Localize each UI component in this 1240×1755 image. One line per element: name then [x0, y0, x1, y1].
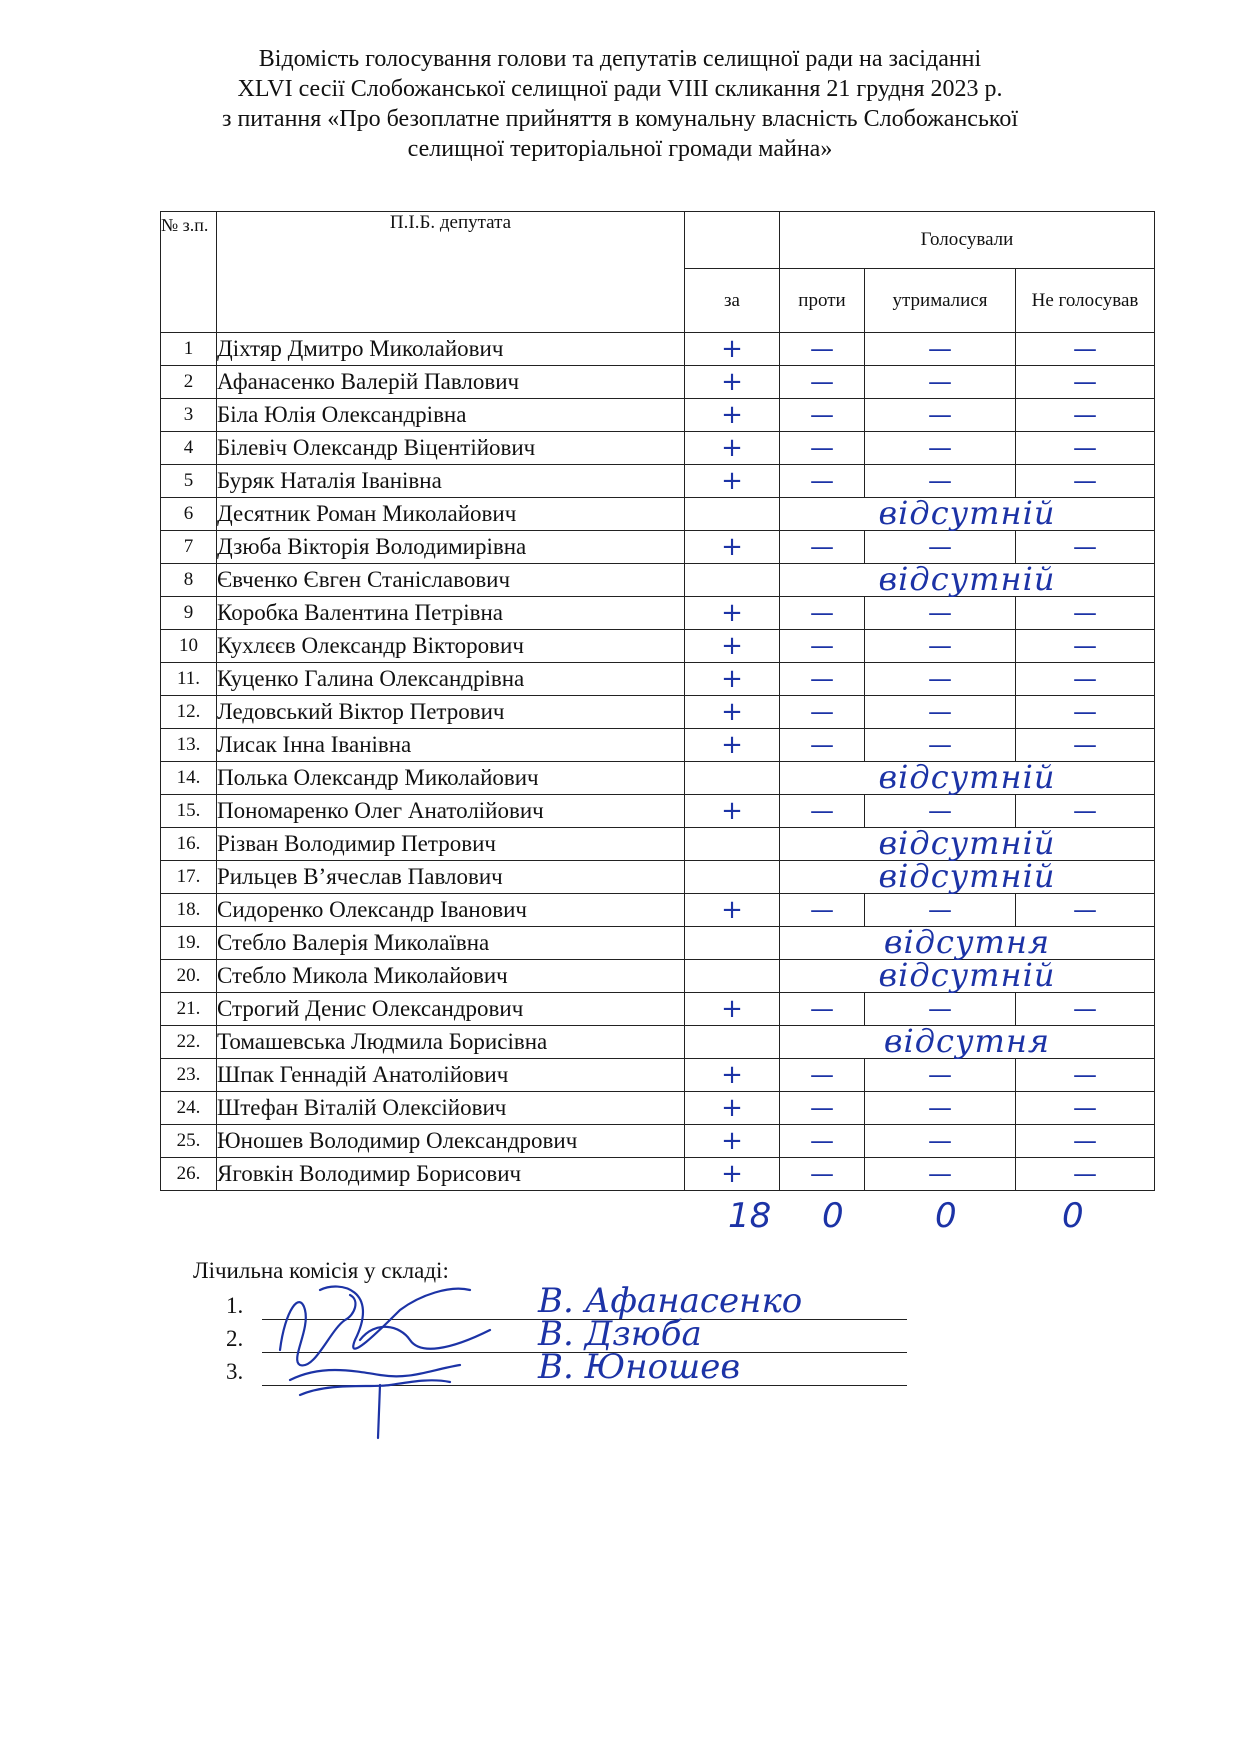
vote-against-mark: — — [810, 698, 834, 726]
vote-against-cell — [780, 1092, 865, 1125]
vote-not-voted-mark: — — [1073, 599, 1097, 627]
row-number: 11. — [161, 663, 217, 696]
total-for: 18 — [728, 1196, 772, 1236]
vote-for-cell — [685, 333, 780, 366]
vote-against-cell — [780, 399, 865, 432]
handwritten-signatures — [260, 1270, 550, 1440]
vote-abstained-cell — [865, 432, 1016, 465]
deputy-name: Томашевська Людмила Борисівна — [217, 1026, 685, 1059]
header-abstained: утрималися — [865, 269, 1016, 333]
table-row — [161, 630, 1155, 663]
header-voted-group: Голосували — [780, 212, 1155, 269]
vote-for-cell — [685, 531, 780, 564]
vote-against-mark: — — [810, 401, 834, 429]
vote-for-mark: + — [721, 366, 743, 397]
vote-against-mark: — — [810, 1094, 834, 1122]
vote-for-cell — [685, 927, 780, 960]
deputy-name: Яговкін Володимир Борисович — [217, 1158, 685, 1191]
vote-for-cell — [685, 894, 780, 927]
vote-abstained-mark: — — [928, 797, 952, 825]
deputy-name: Рильцев В’ячеслав Павлович — [217, 861, 685, 894]
vote-not-voted-mark: — — [1073, 1061, 1097, 1089]
table-row — [161, 729, 1155, 762]
vote-against-mark: — — [810, 632, 834, 660]
absent-note: відсутній — [878, 857, 1056, 895]
deputy-name: Буряк Наталія Іванівна — [217, 465, 685, 498]
vote-abstained-cell — [865, 597, 1016, 630]
vote-abstained-mark: — — [928, 1094, 952, 1122]
vote-for-cell — [685, 960, 780, 993]
table-row — [161, 1026, 1155, 1059]
vote-against-mark: — — [810, 1061, 834, 1089]
absent-cell — [780, 857, 1155, 895]
row-number: 5 — [161, 465, 217, 498]
vote-for-cell — [685, 432, 780, 465]
vote-abstained-cell — [865, 696, 1016, 729]
vote-against-cell — [780, 432, 865, 465]
vote-not-voted-mark: — — [1073, 896, 1097, 924]
signature-stroke — [320, 1287, 470, 1349]
vote-not-voted-mark: — — [1073, 434, 1097, 462]
member-number: 2. — [226, 1326, 244, 1351]
vote-not-voted-cell — [1016, 465, 1155, 498]
vote-for-mark: + — [721, 795, 743, 826]
vote-for-cell — [685, 993, 780, 1026]
voting-rows — [161, 333, 1155, 1191]
vote-for-cell — [685, 663, 780, 696]
vote-not-voted-cell — [1016, 531, 1155, 564]
vote-against-mark: — — [810, 467, 834, 495]
row-number: 4 — [161, 432, 217, 465]
vote-against-cell — [780, 1158, 865, 1191]
vote-for-cell — [685, 399, 780, 432]
vote-for-cell — [685, 861, 780, 894]
vote-for-mark: + — [721, 1092, 743, 1123]
vote-abstained-cell — [865, 333, 1016, 366]
vote-against-mark: — — [810, 995, 834, 1023]
vote-for-mark: + — [721, 333, 743, 364]
deputy-name: Стебло Микола Миколайович — [217, 960, 685, 993]
deputy-name: Біла Юлія Олександрівна — [217, 399, 685, 432]
vote-abstained-cell — [865, 1158, 1016, 1191]
row-number: 8 — [161, 564, 217, 597]
vote-not-voted-cell — [1016, 663, 1155, 696]
vote-for-mark: + — [721, 399, 743, 430]
member-number: 3. — [226, 1359, 244, 1384]
vote-against-cell — [780, 465, 865, 498]
table-row — [161, 564, 1155, 597]
vote-abstained-mark: — — [928, 599, 952, 627]
title-line-1: Відомість голосування голови та депутатів селищної ради на засіданні — [258, 46, 982, 72]
signature-stroke — [378, 1385, 380, 1438]
vote-abstained-mark: — — [928, 1127, 952, 1155]
vote-abstained-mark: — — [928, 368, 952, 396]
header-against: проти — [780, 269, 865, 333]
vote-against-cell — [780, 597, 865, 630]
vote-not-voted-cell — [1016, 696, 1155, 729]
row-number: 12. — [161, 696, 217, 729]
vote-against-cell — [780, 696, 865, 729]
vote-abstained-mark: — — [928, 335, 952, 363]
vote-abstained-mark: — — [928, 533, 952, 561]
deputy-name: Різван Володимир Петрович — [217, 828, 685, 861]
title-line-3: з питання «Про безоплатне прийняття в комунальну власність Слобожанської — [221, 106, 1019, 132]
vote-for-mark: + — [721, 1158, 743, 1189]
signature-stroke — [300, 1380, 450, 1395]
vote-against-mark: — — [810, 1160, 834, 1188]
vote-not-voted-mark: — — [1073, 335, 1097, 363]
table-row — [161, 861, 1155, 894]
table-row — [161, 399, 1155, 432]
total-abstained: 0 — [935, 1196, 957, 1236]
total-not-voted: 0 — [1062, 1196, 1084, 1236]
deputy-name: Дзюба Вікторія Володимирівна — [217, 531, 685, 564]
vote-not-voted-mark: — — [1073, 698, 1097, 726]
table-row — [161, 366, 1155, 399]
row-number: 13. — [161, 729, 217, 762]
vote-against-mark: — — [810, 434, 834, 462]
header-for: за — [685, 269, 780, 333]
vote-not-voted-cell — [1016, 333, 1155, 366]
table-row — [161, 1092, 1155, 1125]
vote-against-mark: — — [810, 599, 834, 627]
row-number: 9 — [161, 597, 217, 630]
vote-against-mark: — — [810, 533, 834, 561]
vote-against-cell — [780, 795, 865, 828]
vote-for-mark: + — [721, 597, 743, 628]
deputy-name: Діхтяр Дмитро Миколайович — [217, 333, 685, 366]
table-row — [161, 993, 1155, 1026]
table-row — [161, 597, 1155, 630]
table-row — [161, 432, 1155, 465]
vote-against-mark: — — [810, 335, 834, 363]
table-row — [161, 696, 1155, 729]
absent-note: відсутня — [883, 1022, 1051, 1060]
vote-abstained-cell — [865, 399, 1016, 432]
vote-abstained-cell — [865, 1125, 1016, 1158]
deputy-name: Євченко Євген Станіславович — [217, 564, 685, 597]
member-name: В. Афанасенко — [538, 1281, 803, 1321]
vote-abstained-cell — [865, 993, 1016, 1026]
header-not-voted: Не голосував — [1016, 269, 1155, 333]
vote-for-mark: + — [721, 696, 743, 727]
total-against: 0 — [822, 1196, 844, 1236]
signature-stroke — [280, 1295, 355, 1365]
header-name: П.І.Б. депутата — [217, 212, 685, 333]
vote-for-mark: + — [721, 894, 743, 925]
table-row — [161, 1125, 1155, 1158]
table-row — [161, 927, 1155, 960]
absent-cell — [780, 1022, 1155, 1060]
vote-not-voted-cell — [1016, 795, 1155, 828]
vote-abstained-mark: — — [928, 995, 952, 1023]
vote-abstained-mark: — — [928, 665, 952, 693]
vote-abstained-cell — [865, 531, 1016, 564]
table-row — [161, 894, 1155, 927]
vote-against-cell — [780, 531, 865, 564]
absent-cell — [780, 494, 1155, 532]
member-name: В. Дзюба — [538, 1314, 702, 1354]
row-number: 18. — [161, 894, 217, 927]
table-row — [161, 795, 1155, 828]
header-blank — [685, 212, 780, 269]
vote-not-voted-mark: — — [1073, 632, 1097, 660]
vote-not-voted-mark: — — [1073, 1127, 1097, 1155]
totals-row — [0, 1196, 1240, 1246]
vote-not-voted-mark: — — [1073, 665, 1097, 693]
deputy-name: Афанасенко Валерій Павлович — [217, 366, 685, 399]
vote-for-cell — [685, 729, 780, 762]
deputy-name: Полька Олександр Миколайович — [217, 762, 685, 795]
vote-against-cell — [780, 894, 865, 927]
signature-stroke — [290, 1365, 460, 1380]
vote-not-voted-cell — [1016, 729, 1155, 762]
vote-abstained-mark: — — [928, 434, 952, 462]
vote-against-cell — [780, 993, 865, 1026]
vote-against-cell — [780, 630, 865, 663]
vote-for-cell — [685, 1026, 780, 1059]
table-row — [161, 663, 1155, 696]
vote-abstained-mark: — — [928, 896, 952, 924]
title-line-4: селищної територіальної громади майна» — [407, 136, 833, 162]
vote-not-voted-cell — [1016, 366, 1155, 399]
vote-not-voted-mark: — — [1073, 731, 1097, 759]
vote-for-mark: + — [721, 729, 743, 760]
vote-not-voted-cell — [1016, 894, 1155, 927]
deputy-name: Білевіч Олександр Віцентійович — [217, 432, 685, 465]
deputy-name: Пономаренко Олег Анатолійович — [217, 795, 685, 828]
absent-cell — [780, 560, 1155, 598]
vote-abstained-mark: — — [928, 467, 952, 495]
row-number: 26. — [161, 1158, 217, 1191]
vote-not-voted-cell — [1016, 432, 1155, 465]
table-row — [161, 960, 1155, 993]
vote-against-cell — [780, 1125, 865, 1158]
vote-abstained-mark: — — [928, 1061, 952, 1089]
row-number: 20. — [161, 960, 217, 993]
vote-against-mark: — — [810, 731, 834, 759]
voting-table — [160, 211, 1155, 1191]
vote-for-cell — [685, 1092, 780, 1125]
document-title — [120, 44, 1120, 164]
header-number: № з.п. — [161, 212, 217, 333]
vote-for-mark: + — [721, 1125, 743, 1156]
vote-for-cell — [685, 630, 780, 663]
vote-not-voted-mark: — — [1073, 401, 1097, 429]
vote-abstained-cell — [865, 1092, 1016, 1125]
absent-cell — [780, 923, 1155, 961]
vote-abstained-mark: — — [928, 401, 952, 429]
absent-note: відсутній — [878, 824, 1056, 862]
deputy-name: Штефан Віталій Олексійович — [217, 1092, 685, 1125]
vote-abstained-cell — [865, 795, 1016, 828]
vote-not-voted-mark: — — [1073, 1160, 1097, 1188]
vote-for-cell — [685, 1158, 780, 1191]
vote-not-voted-mark: — — [1073, 533, 1097, 561]
vote-against-mark: — — [810, 368, 834, 396]
deputy-name: Юношев Володимир Олександрович — [217, 1125, 685, 1158]
absent-cell — [780, 824, 1155, 862]
vote-not-voted-mark: — — [1073, 1094, 1097, 1122]
absent-note: відсутній — [878, 494, 1056, 532]
deputy-name: Сидоренко Олександр Іванович — [217, 894, 685, 927]
vote-against-mark: — — [810, 1127, 834, 1155]
table-row — [161, 828, 1155, 861]
vote-for-mark: + — [721, 1059, 743, 1090]
vote-abstained-mark: — — [928, 1160, 952, 1188]
table-row — [161, 465, 1155, 498]
vote-not-voted-mark: — — [1073, 467, 1097, 495]
member-name: В. Юношев — [538, 1347, 741, 1387]
vote-abstained-cell — [865, 729, 1016, 762]
vote-for-mark: + — [721, 465, 743, 496]
vote-abstained-cell — [865, 366, 1016, 399]
row-number: 16. — [161, 828, 217, 861]
vote-for-cell — [685, 465, 780, 498]
table-row — [161, 1059, 1155, 1092]
vote-for-mark: + — [721, 630, 743, 661]
absent-cell — [780, 956, 1155, 994]
deputy-name: Стебло Валерія Миколаївна — [217, 927, 685, 960]
table-row — [161, 498, 1155, 531]
table-row — [161, 1158, 1155, 1191]
member-number: 1. — [226, 1293, 244, 1318]
vote-abstained-mark: — — [928, 698, 952, 726]
commission-member-1 — [226, 1281, 803, 1321]
row-number: 2 — [161, 366, 217, 399]
absent-note: відсутній — [878, 560, 1056, 598]
row-number: 10 — [161, 630, 217, 663]
row-number: 21. — [161, 993, 217, 1026]
vote-against-cell — [780, 663, 865, 696]
vote-not-voted-cell — [1016, 1158, 1155, 1191]
vote-for-cell — [685, 828, 780, 861]
deputy-name: Десятник Роман Миколайович — [217, 498, 685, 531]
row-number: 7 — [161, 531, 217, 564]
vote-not-voted-cell — [1016, 1059, 1155, 1092]
absent-note: відсутній — [878, 956, 1056, 994]
vote-for-cell — [685, 795, 780, 828]
deputy-name: Строгий Денис Олександрович — [217, 993, 685, 1026]
row-number: 3 — [161, 399, 217, 432]
vote-not-voted-cell — [1016, 597, 1155, 630]
vote-abstained-cell — [865, 663, 1016, 696]
vote-not-voted-mark: — — [1073, 995, 1097, 1023]
vote-not-voted-cell — [1016, 1125, 1155, 1158]
vote-not-voted-cell — [1016, 993, 1155, 1026]
row-number: 19. — [161, 927, 217, 960]
vote-abstained-mark: — — [928, 731, 952, 759]
deputy-name: Кухлєєв Олександр Вікторович — [217, 630, 685, 663]
vote-abstained-cell — [865, 894, 1016, 927]
vote-against-cell — [780, 1059, 865, 1092]
absent-note: відсутній — [878, 758, 1056, 796]
vote-against-mark: — — [810, 896, 834, 924]
table-row — [161, 762, 1155, 795]
row-number: 24. — [161, 1092, 217, 1125]
vote-for-mark: + — [721, 432, 743, 463]
vote-not-voted-cell — [1016, 630, 1155, 663]
vote-against-mark: — — [810, 797, 834, 825]
vote-not-voted-mark: — — [1073, 797, 1097, 825]
vote-against-cell — [780, 729, 865, 762]
vote-not-voted-mark: — — [1073, 368, 1097, 396]
row-number: 23. — [161, 1059, 217, 1092]
row-number: 17. — [161, 861, 217, 894]
vote-for-cell — [685, 498, 780, 531]
commission-member-3 — [226, 1347, 741, 1387]
deputy-name: Ледовський Віктор Петрович — [217, 696, 685, 729]
vote-against-cell — [780, 366, 865, 399]
vote-for-cell — [685, 762, 780, 795]
title-line-2: XLVI сесії Слобожанської селищної ради VIII скликання 21 грудня 2023 р. — [237, 76, 1003, 102]
vote-for-mark: + — [721, 531, 743, 562]
vote-for-mark: + — [721, 993, 743, 1024]
row-number: 15. — [161, 795, 217, 828]
vote-abstained-cell — [865, 630, 1016, 663]
vote-for-cell — [685, 696, 780, 729]
absent-cell — [780, 758, 1155, 796]
vote-abstained-mark: — — [928, 632, 952, 660]
vote-not-voted-cell — [1016, 399, 1155, 432]
row-number: 22. — [161, 1026, 217, 1059]
vote-for-cell — [685, 1059, 780, 1092]
vote-against-mark: — — [810, 665, 834, 693]
vote-for-cell — [685, 564, 780, 597]
row-number: 25. — [161, 1125, 217, 1158]
table-row — [161, 531, 1155, 564]
commission-heading: Лічильна комісія у складі: — [193, 1258, 449, 1283]
absent-note: відсутня — [883, 923, 1051, 961]
vote-abstained-cell — [865, 465, 1016, 498]
vote-for-cell — [685, 597, 780, 630]
vote-for-cell — [685, 1125, 780, 1158]
commission-member-2 — [226, 1314, 702, 1354]
row-number: 14. — [161, 762, 217, 795]
deputy-name: Лисак Інна Іванівна — [217, 729, 685, 762]
row-number: 6 — [161, 498, 217, 531]
deputy-name: Коробка Валентина Петрівна — [217, 597, 685, 630]
vote-against-cell — [780, 333, 865, 366]
deputy-name: Шпак Геннадій Анатолійович — [217, 1059, 685, 1092]
vote-for-mark: + — [721, 663, 743, 694]
table-row — [161, 333, 1155, 366]
vote-not-voted-cell — [1016, 1092, 1155, 1125]
deputy-name: Куценко Галина Олександрівна — [217, 663, 685, 696]
vote-abstained-cell — [865, 1059, 1016, 1092]
vote-for-cell — [685, 366, 780, 399]
row-number: 1 — [161, 333, 217, 366]
